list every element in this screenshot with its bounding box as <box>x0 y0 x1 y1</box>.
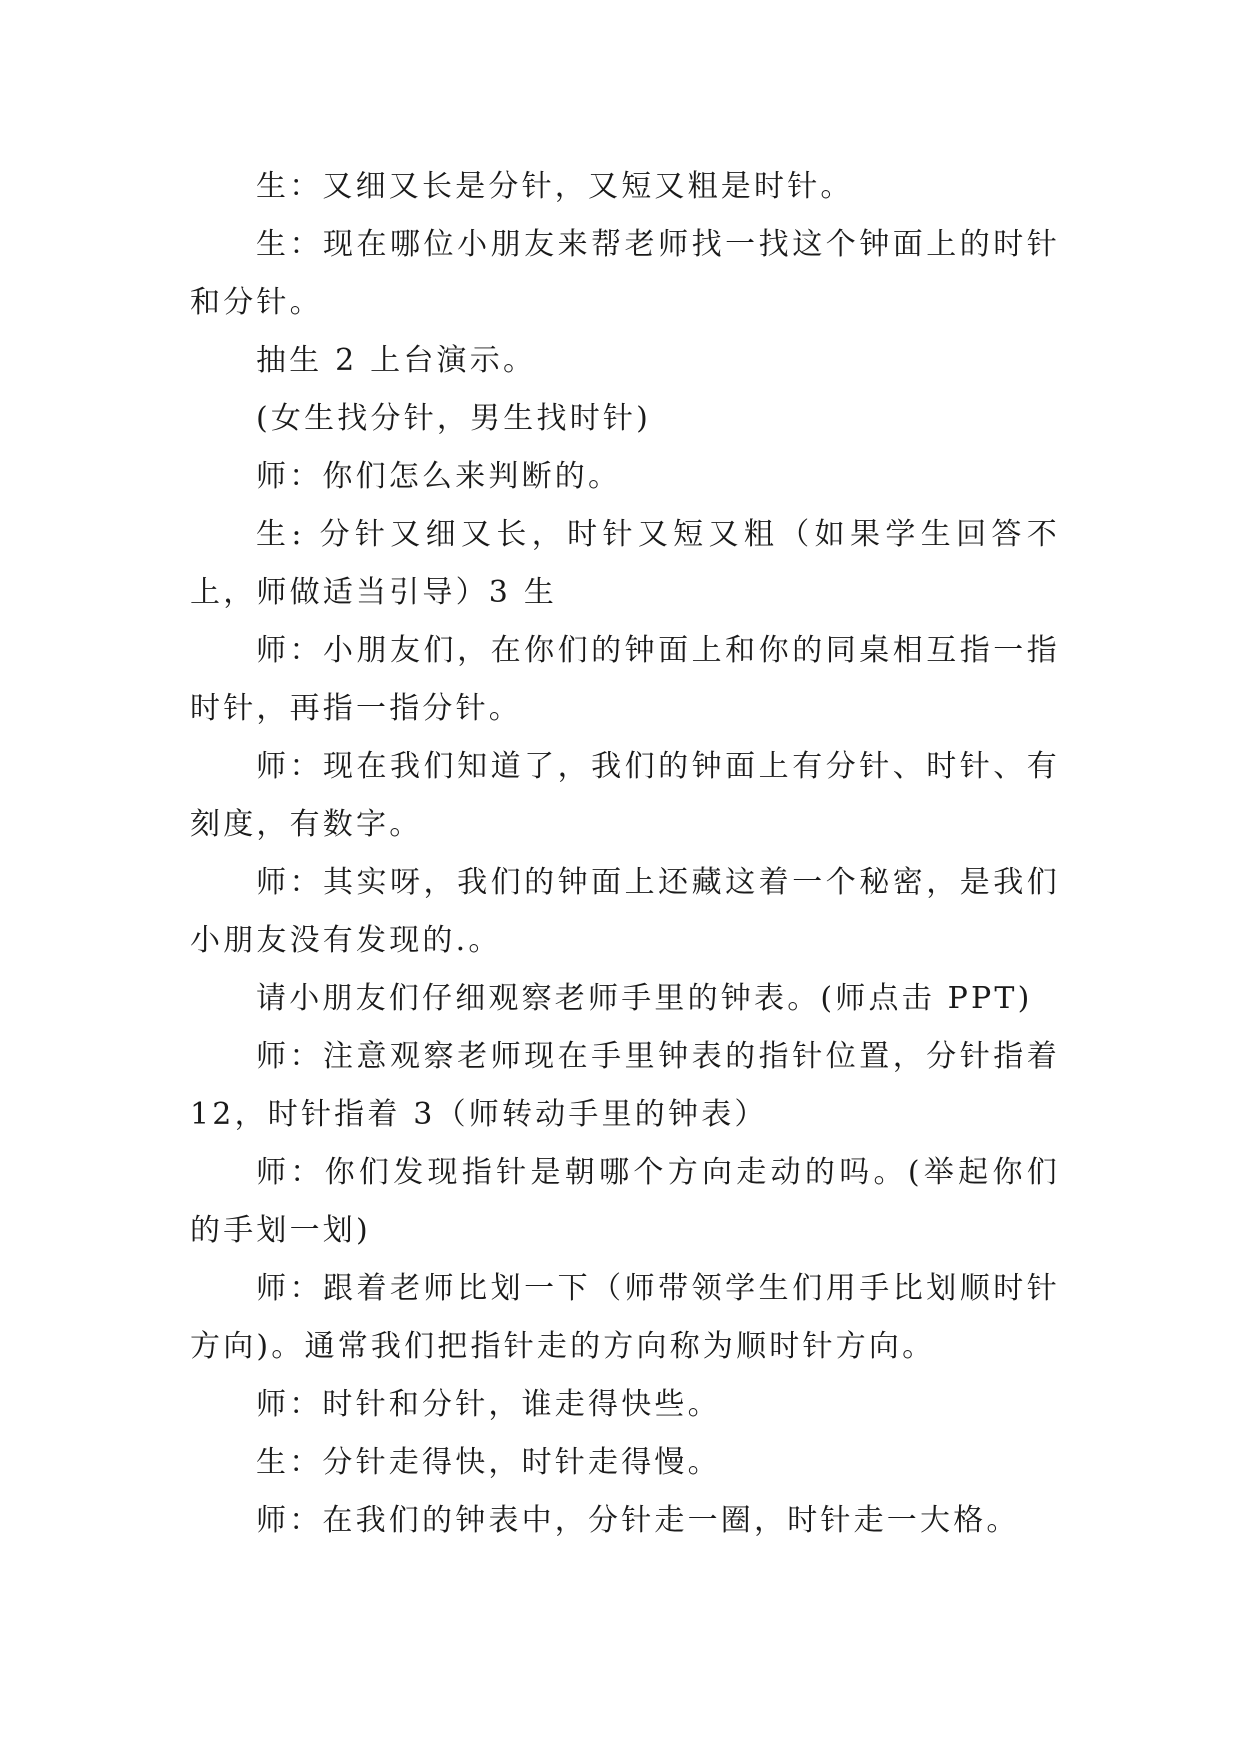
paragraph: 师：在我们的钟表中，分针走一圈，时针走一大格。 <box>256 1503 1020 1538</box>
paragraph: 生: 分针又细又长，时针又短又粗（如果学生回答不上，师做适当引导）3 生 <box>190 517 1060 610</box>
paragraph: 师：时针和分针，谁走得快些。 <box>256 1387 721 1422</box>
paragraph: (女生找分针，男生找时针) <box>256 401 652 436</box>
paragraph: 师：其实呀，我们的钟面上还藏这着一个秘密，是我们小朋友没有发现的.。 <box>190 865 1060 958</box>
paragraph: 生：现在哪位小朋友来帮老师找一找这个钟面上的时针和分针。 <box>190 227 1060 320</box>
paragraph: 师：你们怎么来判断的。 <box>256 459 622 494</box>
paragraph: 请小朋友们仔细观察老师手里的钟表。(师点击 PPT) <box>256 981 1033 1016</box>
paragraph: 抽生 2 上台演示。 <box>256 343 537 378</box>
paragraph: 师：小朋友们，在你们的钟面上和你的同桌相互指一指时针，再指一指分针。 <box>190 633 1060 726</box>
paragraph: 师：跟着老师比划一下（师带领学生们用手比划顺时针方向)。通常我们把指针走的方向称为顺时针方向。 <box>190 1271 1060 1364</box>
paragraph: 师：现在我们知道了，我们的钟面上有分针、时针、有刻度，有数字。 <box>190 749 1060 842</box>
paragraph: 师：注意观察老师现在手里钟表的指针位置，分针指着12，时针指着 3（师转动手里的钟表） <box>190 1039 1060 1132</box>
document-body <box>190 158 1060 1550</box>
paragraph: 生：又细又长是分针，又短又粗是时针。 <box>256 169 854 204</box>
paragraph: 师：你们发现指针是朝哪个方向走动的吗。(举起你们的手划一划) <box>190 1155 1060 1248</box>
paragraph: 生：分针走得快，时针走得慢。 <box>256 1445 721 1480</box>
